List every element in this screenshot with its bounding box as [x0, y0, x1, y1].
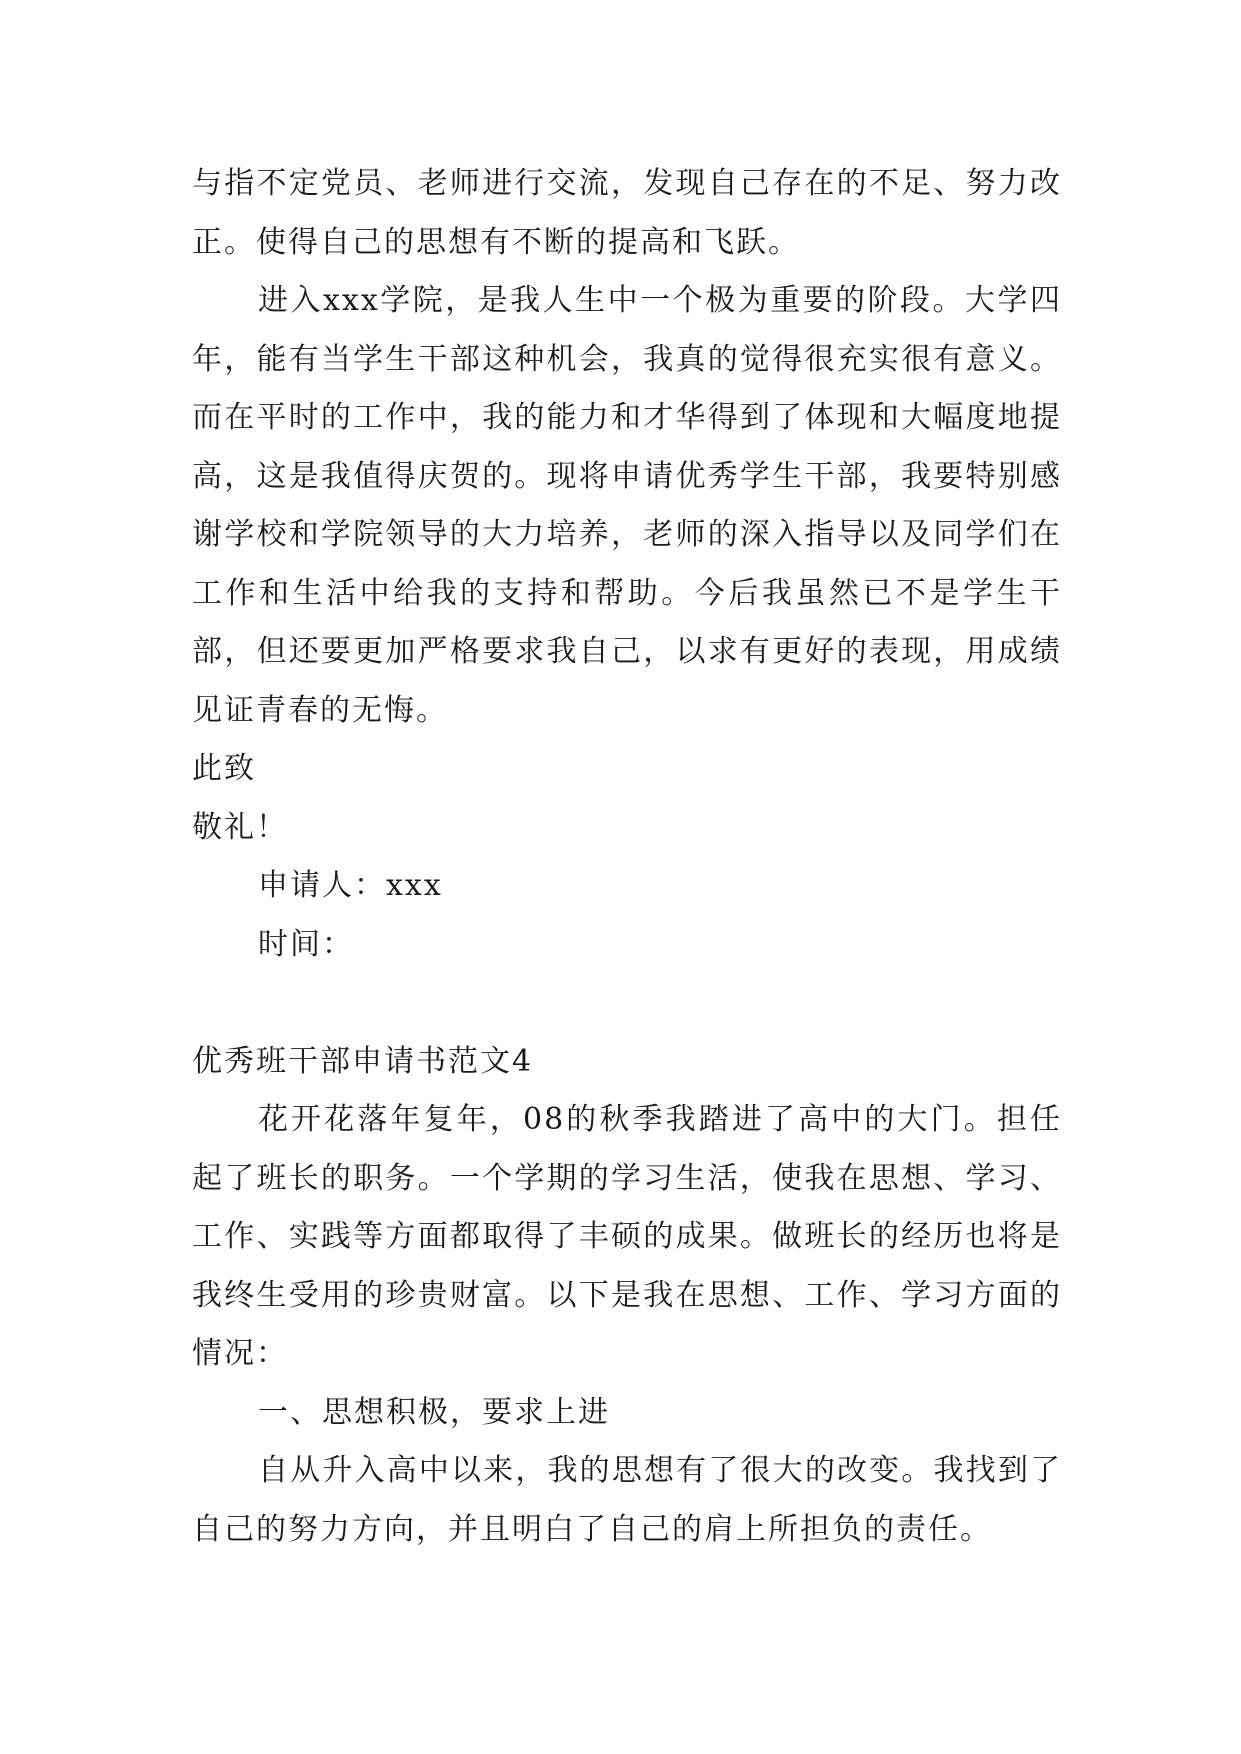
time-line: 时间：	[258, 926, 354, 962]
paragraph-intro: 花开花落年复年，08的秋季我踏进了高中的大门。担任起了班长的职务。一个学期的学习生活，使我在思想、学习、工作、实践等方面都取得了丰硕的成果。做班长的经历也将是我终生受用的珍贵财富。以下是我在思想、工作、学习方面的情况：	[192, 1102, 1062, 1371]
document-body	[192, 155, 1062, 1559]
closing-line-2: 敬礼！	[192, 809, 288, 845]
applicant-line: 申请人：xxx	[258, 868, 443, 903]
subheading-1: 一、思想积极，要求上进	[258, 1394, 610, 1430]
section-title: 优秀班干部申请书范文4	[192, 1043, 534, 1079]
closing-line-1: 此致	[192, 751, 256, 786]
continuation-paragraph: 与指不定党员、老师进行交流，发现自己存在的不足、努力改正。使得自己的思想有不断的提高和飞跃。	[192, 166, 1062, 260]
paragraph-college: 进入xxx学院，是我人生中一个极为重要的阶段。大学四年，能有当学生干部这种机会，我真的觉得很充实很有意义。而在平时的工作中，我的能力和才华得到了体现和大幅度地提高，这是我值得庆贺的。现将申请优秀学生干部，我要特别感谢学校和学院领导的大力培养，老师的深入指导以及同学们在工作和生活中给我的支持和帮助。今后我虽然已不是学生干部，但还要更加严格要求我自己，以求有更好的表现，用成绩见证青春的无悔。	[192, 283, 1062, 728]
paragraph-thought: 自从升入高中以来，我的思想有了很大的改变。我找到了自己的努力方向，并且明白了自己的肩上所担负的责任。	[192, 1453, 1062, 1547]
blank-line	[192, 974, 1062, 1033]
